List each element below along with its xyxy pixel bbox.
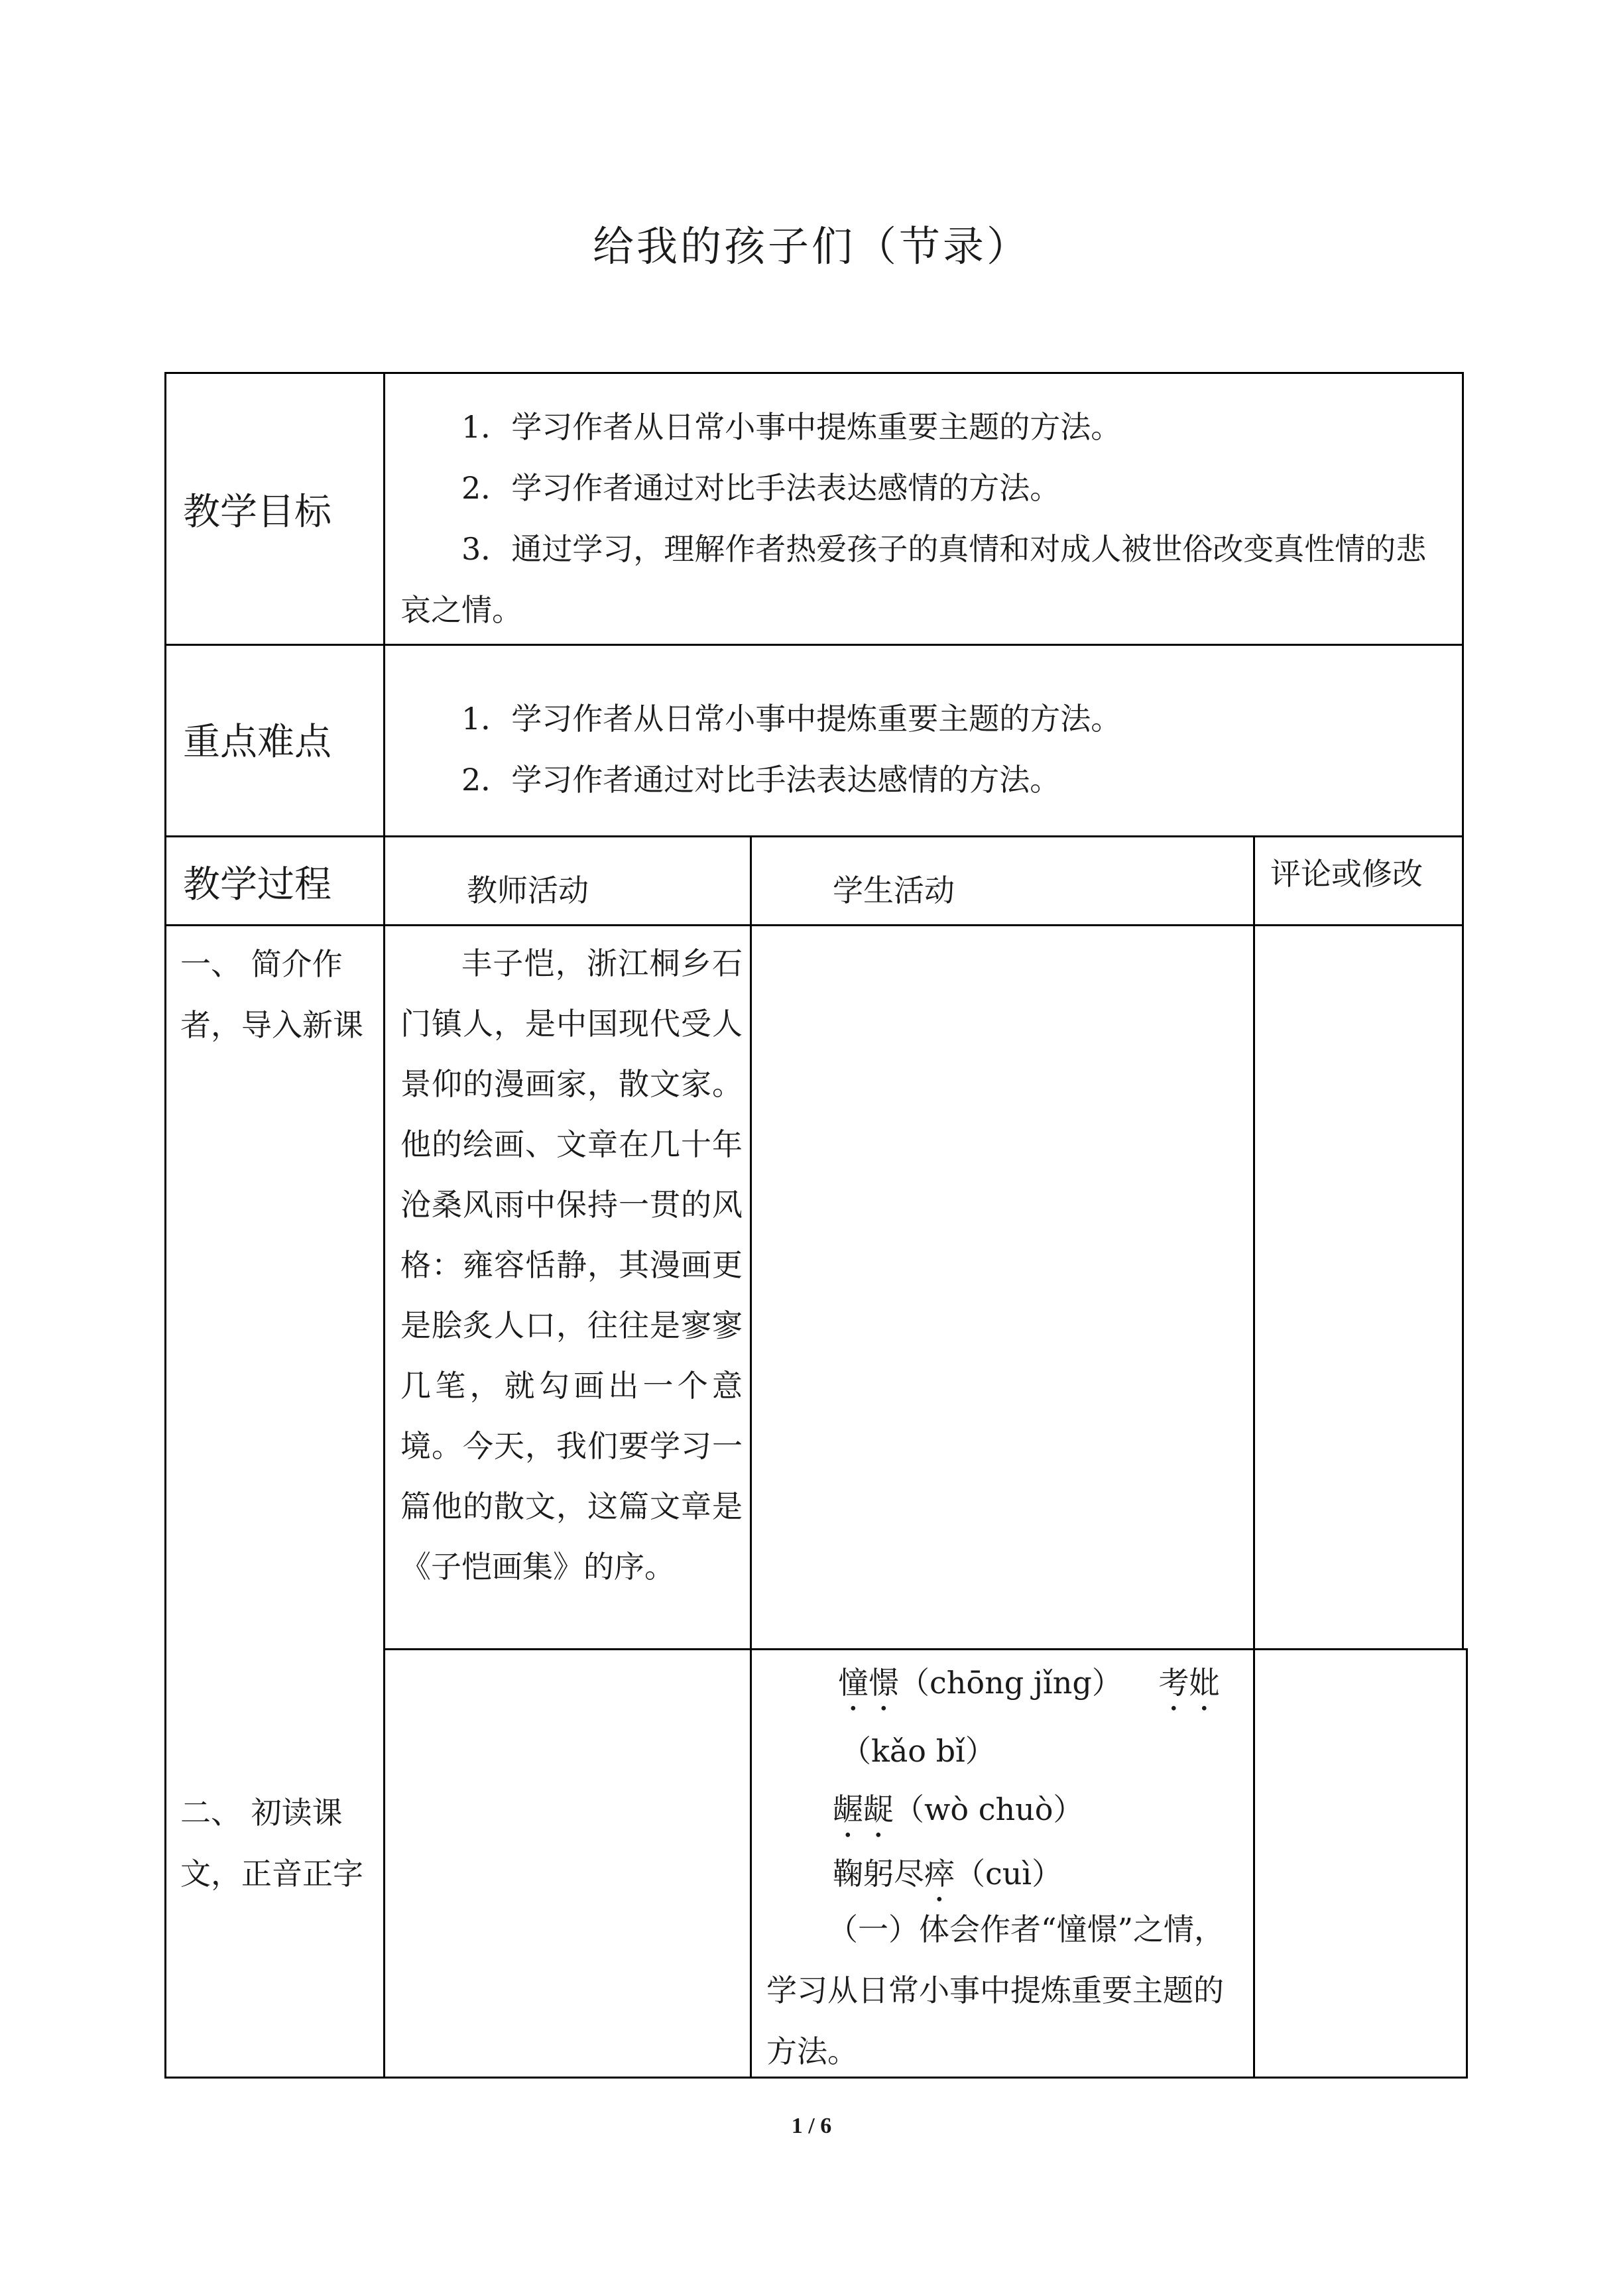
grid-line xyxy=(383,1648,1467,1650)
grid-line xyxy=(1466,1648,1468,2079)
document-title: 给我的孩子们（节录） xyxy=(592,222,1030,271)
student-activity-header: 学生活动 xyxy=(833,873,955,908)
vocab-pinyin: （chōng jǐng） xyxy=(899,1665,1122,1701)
vocab-pinyin-line xyxy=(769,1722,1246,1780)
grid-line xyxy=(164,644,1464,646)
grid-line xyxy=(1253,835,1255,2079)
vocab-item xyxy=(769,1654,1246,1718)
vocab-pinyin: （wò chuò） xyxy=(894,1791,1084,1827)
objective-item: 1．学习作者从日常小事中提炼重要主题的方法。 xyxy=(461,409,1122,445)
vocab-word: 憧憬 xyxy=(838,1665,899,1701)
stage-one-teacher-activity: 丰子恺，浙江桐乡石门镇人，是中国现代受人景仰的漫画家，散文家。他的绘画、文章在几十年沧桑风雨中保持一贯的风格：雍容恬静，其漫画更是脍炙人口，往往是寥寥几笔，就勾画出一个意境。今天，我们要学习一篇他的散文，这篇文章是《子恺画集》的序。 xyxy=(400,945,743,1585)
stage-two-label: 二、 初读课文，正音正字 xyxy=(180,1795,363,1892)
stage-one-label: 一、 简介作者，导入新课 xyxy=(180,946,363,1043)
vocab-pinyin: （cuì） xyxy=(955,1856,1063,1892)
vocab-word: 龌龊 xyxy=(833,1791,894,1827)
vocab-word: 瘁 xyxy=(924,1856,955,1892)
teacher-activity-header: 教师活动 xyxy=(467,873,589,908)
key-points-content xyxy=(400,688,1448,810)
grid-line xyxy=(164,835,1464,837)
process-label: 教学过程 xyxy=(183,863,331,906)
vocab-word: 考妣 xyxy=(1158,1665,1220,1701)
key-point-item: 2．学习作者通过对比手法表达感情的方法。 xyxy=(461,762,1061,798)
vocab-list xyxy=(769,1651,1246,1909)
stage-two-student-note: （一）体会作者“憧憬”之情，学习从日常小事中提炼重要主题的方法。 xyxy=(766,1911,1225,2069)
grid-line xyxy=(383,372,385,2079)
objective-item: 2．学习作者通过对比手法表达感情的方法。 xyxy=(461,470,1061,506)
vocab-pinyin: （kǎo bǐ） xyxy=(841,1733,996,1769)
comment-header: 评论或修改 xyxy=(1270,856,1423,892)
objectives-label: 教学目标 xyxy=(183,491,331,534)
key-points-label: 重点难点 xyxy=(183,721,331,764)
page-number: 1 / 6 xyxy=(791,2114,832,2138)
vocab-item xyxy=(769,1780,1246,1844)
objectives-content xyxy=(400,396,1448,640)
grid-line xyxy=(164,372,1464,374)
grid-line xyxy=(750,835,752,2079)
grid-line xyxy=(164,372,166,2079)
key-point-item: 1．学习作者从日常小事中提炼重要主题的方法。 xyxy=(461,701,1122,737)
grid-line xyxy=(1462,372,1464,1648)
objective-item: 3．通过学习，理解作者热爱孩子的真情和对成人被世俗改变真性情的悲哀之情。 xyxy=(400,531,1427,628)
vocab-prefix: 鞠躬尽 xyxy=(833,1856,924,1892)
grid-line xyxy=(164,924,1464,926)
